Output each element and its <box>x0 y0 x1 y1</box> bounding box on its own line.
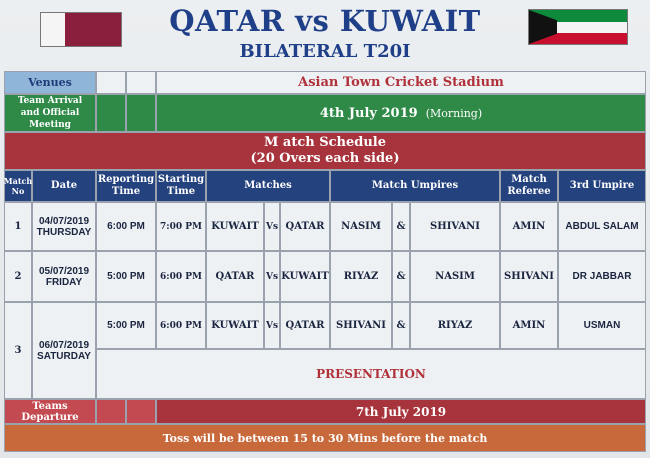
row1-referee: AMIN <box>500 202 558 251</box>
schedule-title-line2: (20 Overs each side) <box>250 151 400 166</box>
row3-ump1: SHIVANI <box>330 302 392 349</box>
departure-label: Teams Departure <box>4 399 96 424</box>
col-match-no: Match No <box>4 170 32 202</box>
col-matches: Matches <box>206 170 330 202</box>
row1-third: ABDUL SALAM <box>558 202 646 251</box>
row2-date-cell <box>32 251 96 302</box>
toss-note: Toss will be between 15 to 30 Mins before the match <box>4 424 646 452</box>
row1-team1: KUWAIT <box>206 202 264 251</box>
arrival-spacer-2 <box>126 94 156 132</box>
arrival-date: 4th July 2019 <box>319 105 418 121</box>
row2-team2: KUWAIT <box>280 251 330 302</box>
row3-third: USMAN <box>558 302 646 349</box>
row3-day: SATURDAY <box>37 350 91 362</box>
row3-reporting: 5:00 PM <box>96 302 156 349</box>
schedule-title <box>4 132 646 170</box>
col-date: Date <box>32 170 96 202</box>
col-umpires: Match Umpires <box>330 170 500 202</box>
row2-reporting: 5:00 PM <box>96 251 156 302</box>
row2-vs: Vs <box>264 251 280 302</box>
row3-vs: Vs <box>264 302 280 349</box>
row1-starting: 7:00 PM <box>156 202 206 251</box>
row3-referee: AMIN <box>500 302 558 349</box>
row1-team2: QATAR <box>280 202 330 251</box>
venue-value: Asian Town Cricket Stadium <box>156 71 646 94</box>
arrival-spacer-1 <box>96 94 126 132</box>
page-title: QATAR vs KUWAIT <box>169 4 481 38</box>
row1-ump2: SHIVANI <box>410 202 500 251</box>
row2-day: FRIDAY <box>45 276 83 288</box>
row1-vs: Vs <box>264 202 280 251</box>
row2-starting: 6:00 PM <box>156 251 206 302</box>
row3-date: 06/07/2019 <box>38 339 90 351</box>
arrival-label: Team Arrival and Official Meeting <box>4 94 96 132</box>
row1-no: 1 <box>4 202 32 251</box>
row3-starting: 6:00 PM <box>156 302 206 349</box>
departure-spacer-2 <box>126 399 156 424</box>
row1-date-cell <box>32 202 96 251</box>
qatar-flag-icon <box>40 12 122 47</box>
venues-spacer-2 <box>126 71 156 94</box>
venues-label: Venues <box>4 71 96 94</box>
row2-date: 05/07/2019 <box>38 265 90 277</box>
row3-team1: KUWAIT <box>206 302 264 349</box>
kuwait-flag-icon <box>528 9 628 45</box>
row2-no: 2 <box>4 251 32 302</box>
row2-amp: & <box>392 251 410 302</box>
page-subtitle: BILATERAL T20I <box>239 41 411 62</box>
col-referee: Match Referee <box>500 170 558 202</box>
row3-team2: QATAR <box>280 302 330 349</box>
arrival-date-cell <box>156 94 646 132</box>
presentation-label: PRESENTATION <box>96 349 646 399</box>
row3-no: 3 <box>4 302 32 399</box>
row3-amp: & <box>392 302 410 349</box>
row2-referee: SHIVANI <box>500 251 558 302</box>
row2-ump1: RIYAZ <box>330 251 392 302</box>
row1-reporting: 6:00 PM <box>96 202 156 251</box>
row2-team1: QATAR <box>206 251 264 302</box>
row2-ump2: NASIM <box>410 251 500 302</box>
row3-ump2: RIYAZ <box>410 302 500 349</box>
departure-date: 7th July 2019 <box>156 399 646 424</box>
col-starting: Starting Time <box>156 170 206 202</box>
venues-spacer-1 <box>96 71 126 94</box>
row1-day: THURSDAY <box>36 226 92 238</box>
departure-spacer-1 <box>96 399 126 424</box>
row3-date-cell <box>32 302 96 399</box>
row2-third: DR JABBAR <box>558 251 646 302</box>
schedule-title-line1: M atch Schedule <box>263 135 386 150</box>
col-reporting: Reporting Time <box>96 170 156 202</box>
row1-amp: & <box>392 202 410 251</box>
col-third-umpire: 3rd Umpire <box>558 170 646 202</box>
arrival-time-note: (Morning) <box>425 106 483 120</box>
row1-date: 04/07/2019 <box>38 215 90 227</box>
row1-ump1: NASIM <box>330 202 392 251</box>
